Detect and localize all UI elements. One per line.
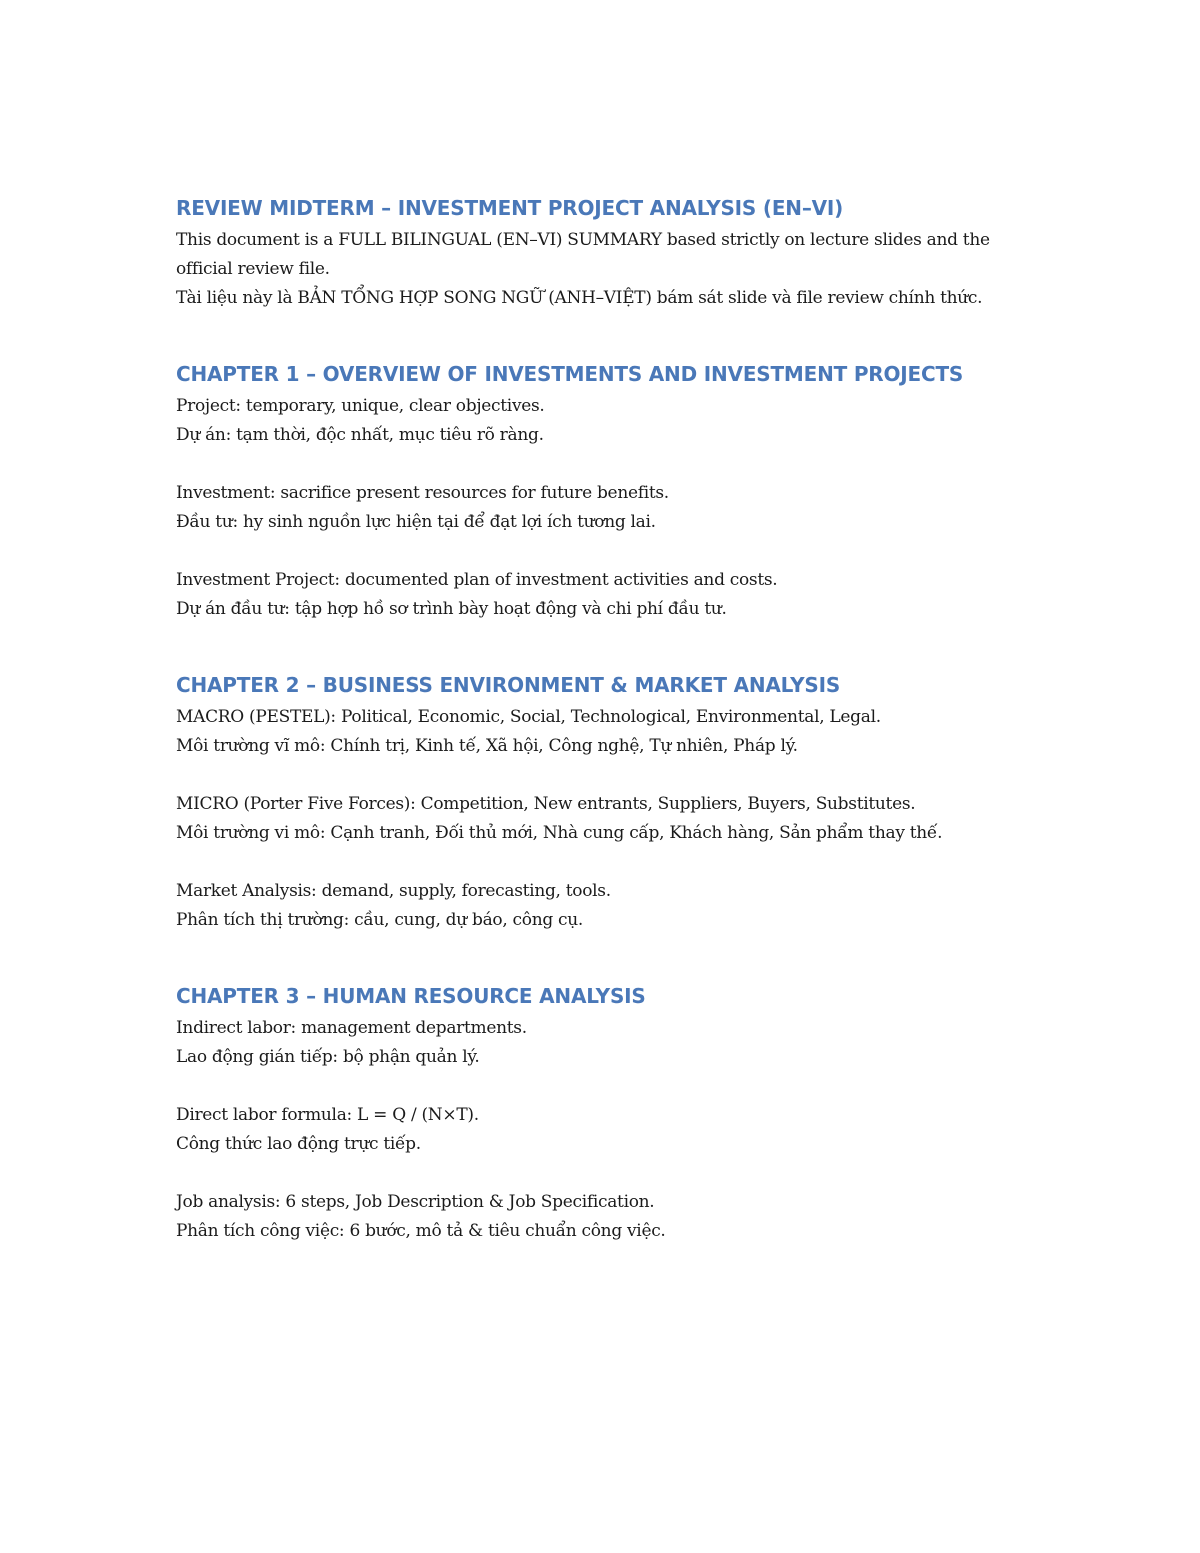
chapter-3-section (176, 981, 1036, 1246)
item-english: Project: temporary, unique, clear objectives. (176, 396, 545, 416)
chapter-1-item-project (176, 392, 1036, 450)
item-vietnamese: Đầu tư: hy sinh nguồn lực hiện tại để đạt lợi ích tương lai. (176, 512, 656, 532)
item-english: Job analysis: 6 steps, Job Description & Job Specification. (176, 1192, 655, 1212)
chapter-1-heading: CHAPTER 1 – OVERVIEW OF INVESTMENTS AND INVESTMENT PROJECTS (176, 362, 964, 386)
item-english: Direct labor formula: L = Q / (N×T). (176, 1105, 479, 1125)
item-vietnamese: Dự án: tạm thời, độc nhất, mục tiêu rõ ràng. (176, 425, 544, 445)
item-english: Investment: sacrifice present resources for future benefits. (176, 483, 669, 503)
chapter-3-item-job-analysis (176, 1188, 1036, 1246)
chapter-2-item-market-analysis (176, 877, 1036, 935)
item-vietnamese: Dự án đầu tư: tập hợp hồ sơ trình bày hoạt động và chi phí đầu tư. (176, 599, 727, 619)
intro-english: This document is a FULL BILINGUAL (EN–VI) SUMMARY based strictly on lecture slides and the official review file. (176, 230, 990, 279)
chapter-1-item-investment-project (176, 566, 1036, 624)
item-english: MICRO (Porter Five Forces): Competition, New entrants, Suppliers, Buyers, Substitutes. (176, 794, 916, 814)
chapter-3-item-direct-labor (176, 1101, 1036, 1159)
item-vietnamese: Phân tích thị trường: cầu, cung, dự báo, công cụ. (176, 910, 584, 930)
intro-vietnamese: Tài liệu này là BẢN TỔNG HỢP SONG NGỮ (ANH–VIỆT) bám sát slide và file review chính thức. (176, 288, 983, 308)
document-intro (176, 226, 1036, 313)
item-vietnamese: Công thức lao động trực tiếp. (176, 1134, 421, 1154)
chapter-1-section (176, 359, 1036, 624)
item-vietnamese: Môi trường vĩ mô: Chính trị, Kinh tế, Xã hội, Công nghệ, Tự nhiên, Pháp lý. (176, 736, 798, 756)
item-english: Indirect labor: management departments. (176, 1018, 527, 1038)
item-vietnamese: Phân tích công việc: 6 bước, mô tả & tiêu chuẩn công việc. (176, 1221, 666, 1241)
item-english: Investment Project: documented plan of investment activities and costs. (176, 570, 778, 590)
document-body (176, 193, 1036, 1246)
chapter-2-item-micro (176, 790, 1036, 848)
item-english: MACRO (PESTEL): Political, Economic, Social, Technological, Environmental, Legal. (176, 707, 881, 727)
chapter-2-heading: CHAPTER 2 – BUSINESS ENVIRONMENT & MARKET ANALYSIS (176, 673, 841, 697)
item-vietnamese: Lao động gián tiếp: bộ phận quản lý. (176, 1047, 480, 1067)
document-title: REVIEW MIDTERM – INVESTMENT PROJECT ANALYSIS (EN–VI) (176, 196, 844, 220)
chapter-3-item-indirect-labor (176, 1014, 1036, 1072)
item-vietnamese: Môi trường vi mô: Cạnh tranh, Đối thủ mới, Nhà cung cấp, Khách hàng, Sản phẩm thay thế. (176, 823, 943, 843)
chapter-3-heading: CHAPTER 3 – HUMAN RESOURCE ANALYSIS (176, 984, 646, 1008)
item-english: Market Analysis: demand, supply, forecasting, tools. (176, 881, 611, 901)
chapter-1-item-investment (176, 479, 1036, 537)
chapter-2-section (176, 670, 1036, 935)
chapter-2-item-macro (176, 703, 1036, 761)
